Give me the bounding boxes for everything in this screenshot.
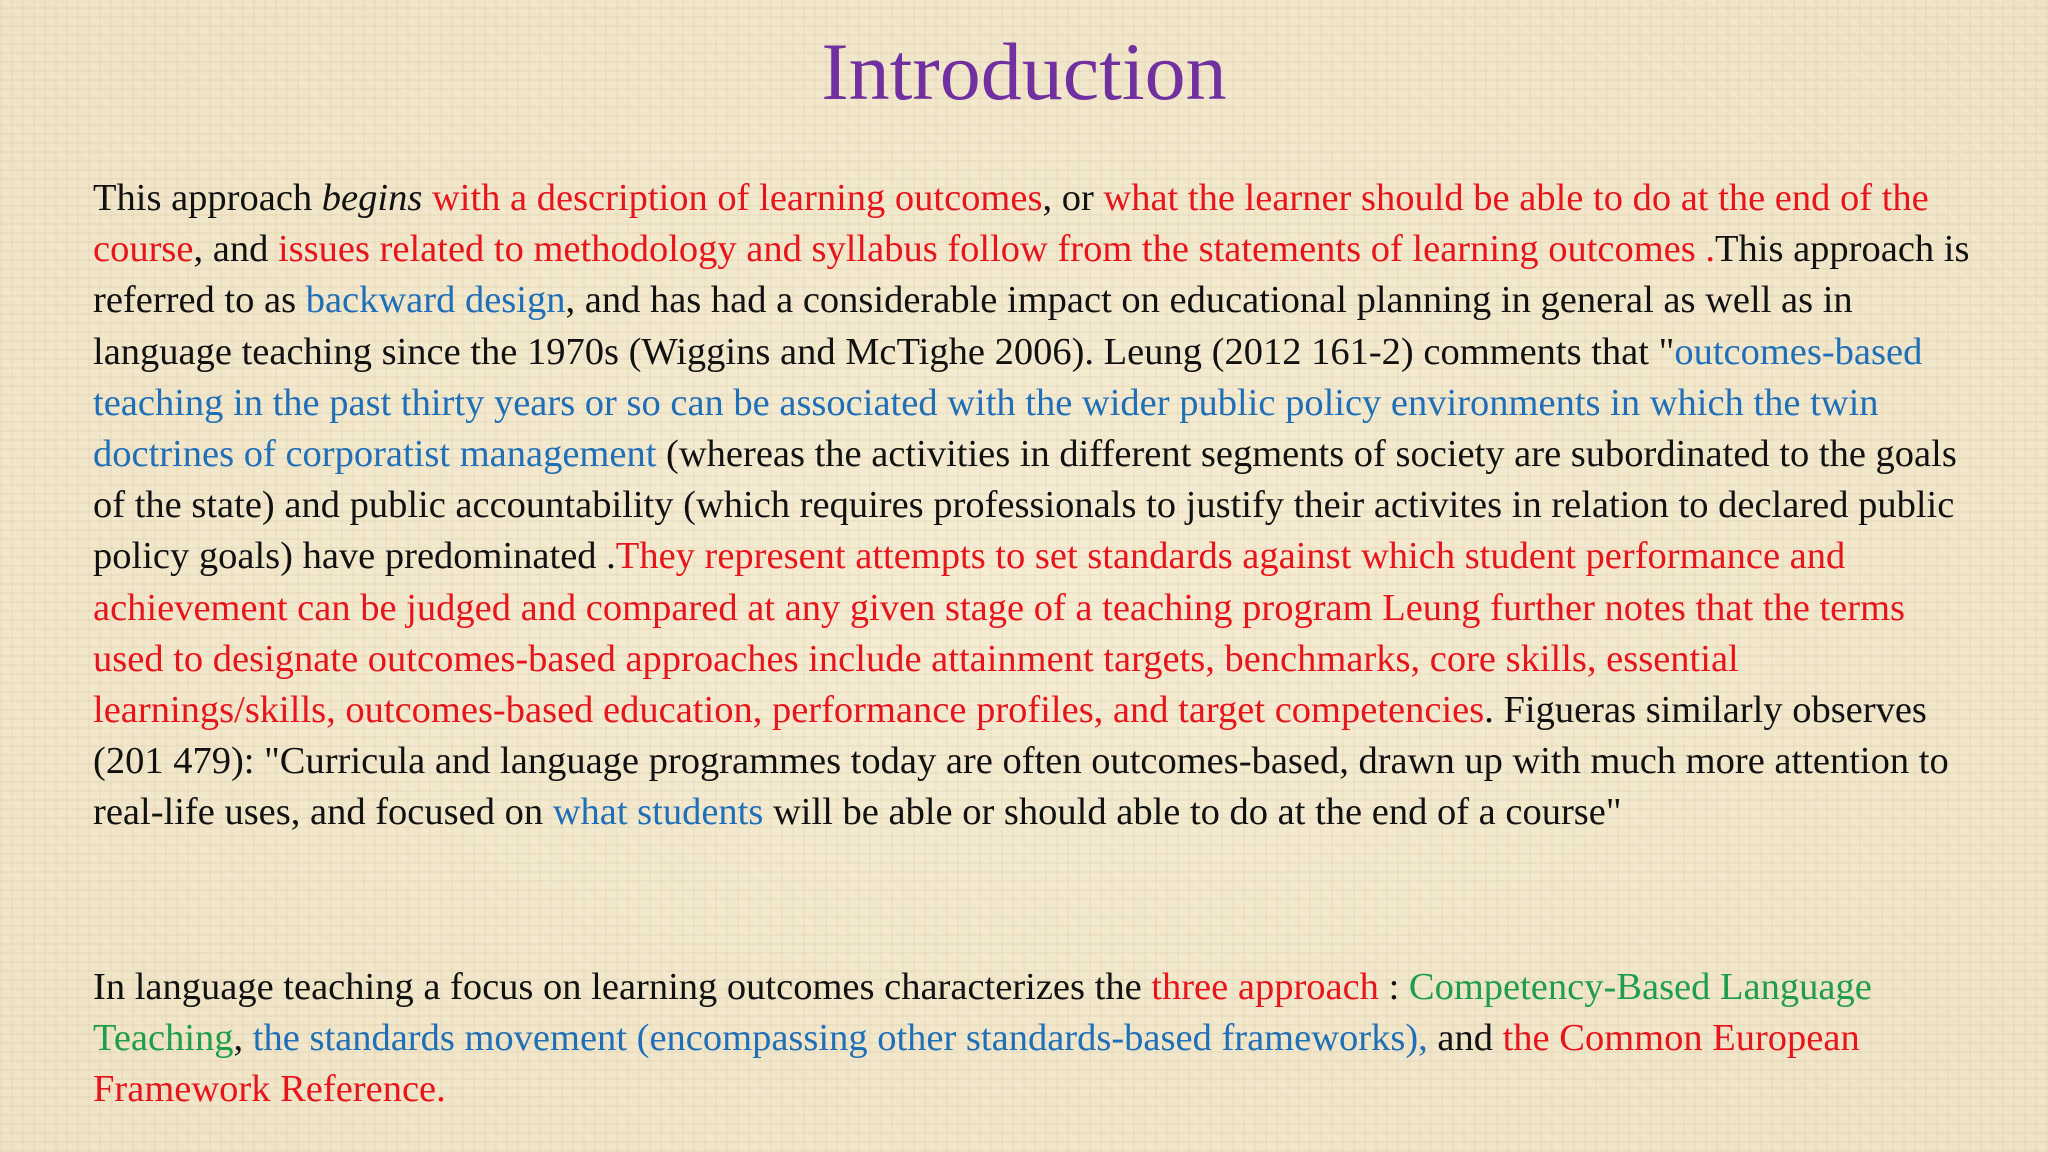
text-segment: and	[1427, 1017, 1503, 1060]
text-segment: This approach is referred to as	[93, 228, 1970, 322]
quote-leung: outcomes-based teaching in the past thirty years or so can be associated with the wider public policy environments in which the twin doctrines of corporatist management	[93, 330, 1923, 476]
text-segment: , and has had a considerable impact on educational planning in general as well as in language teaching since the 1970s (Wiggins and McTighe 2006). Leung (2012 161-2) comments that "	[93, 279, 1853, 373]
text-segment: This approach	[93, 177, 322, 219]
emphasis-begins: begins	[321, 177, 423, 219]
text-segment: :	[1378, 966, 1409, 1008]
highlight-learner-ability: what the learner should be able to do at the end of the course	[93, 177, 1929, 271]
text-segment: (whereas the activities in different segments of society are subordinated to the goals of the state) and public accountability (which requires professionals to justify their activites in relation to declared public policy goals) have predominated .	[93, 433, 1957, 578]
highlight-standards-movement: the standards movement (encompassing other standards-based frameworks),	[252, 1017, 1428, 1060]
paragraph-intro	[93, 173, 1985, 839]
highlight-standards-attempts: They represent attempts to set standards against which student performance and achievement can be judged and compared at any given stage of a teaching program Leung further notes that the terms used to designate outcomes-based approaches include attainment targets, benchmarks, core skills, essential learnings/skills, outcomes-based education, performance profiles, and target competencies	[93, 535, 1906, 732]
text-segment: . Figueras similarly observes (201 479): "Curricula and language programmes today are often outcomes-based, drawn up with much more attention to real-life uses, and focused on	[93, 689, 1949, 834]
text-segment: , or	[1042, 177, 1104, 219]
highlight-backward-design: backward design	[305, 279, 566, 322]
paragraph-approaches	[93, 962, 1985, 1116]
highlight-cefr: the Common European Framework Reference.	[93, 1017, 1860, 1111]
highlight-cblt: Competency-Based Language Teaching	[93, 966, 1872, 1060]
text-segment: In language teaching a focus on learning outcomes characterizes the	[93, 966, 1152, 1008]
text-segment: , and	[193, 228, 278, 271]
text-segment: will be able or should able to do at the end of a course"	[763, 791, 1622, 834]
slide-title: Introduction	[821, 26, 1227, 117]
highlight-what-students: what students	[552, 791, 764, 834]
text-segment: ,	[233, 1017, 253, 1060]
highlight-methodology-syllabus: issues related to methodology and syllabus follow from the statements of learning outcomes .	[277, 228, 1715, 271]
highlight-learning-outcomes: with a description of learning outcomes	[422, 177, 1043, 219]
highlight-three-approach: three approach	[1151, 966, 1379, 1008]
